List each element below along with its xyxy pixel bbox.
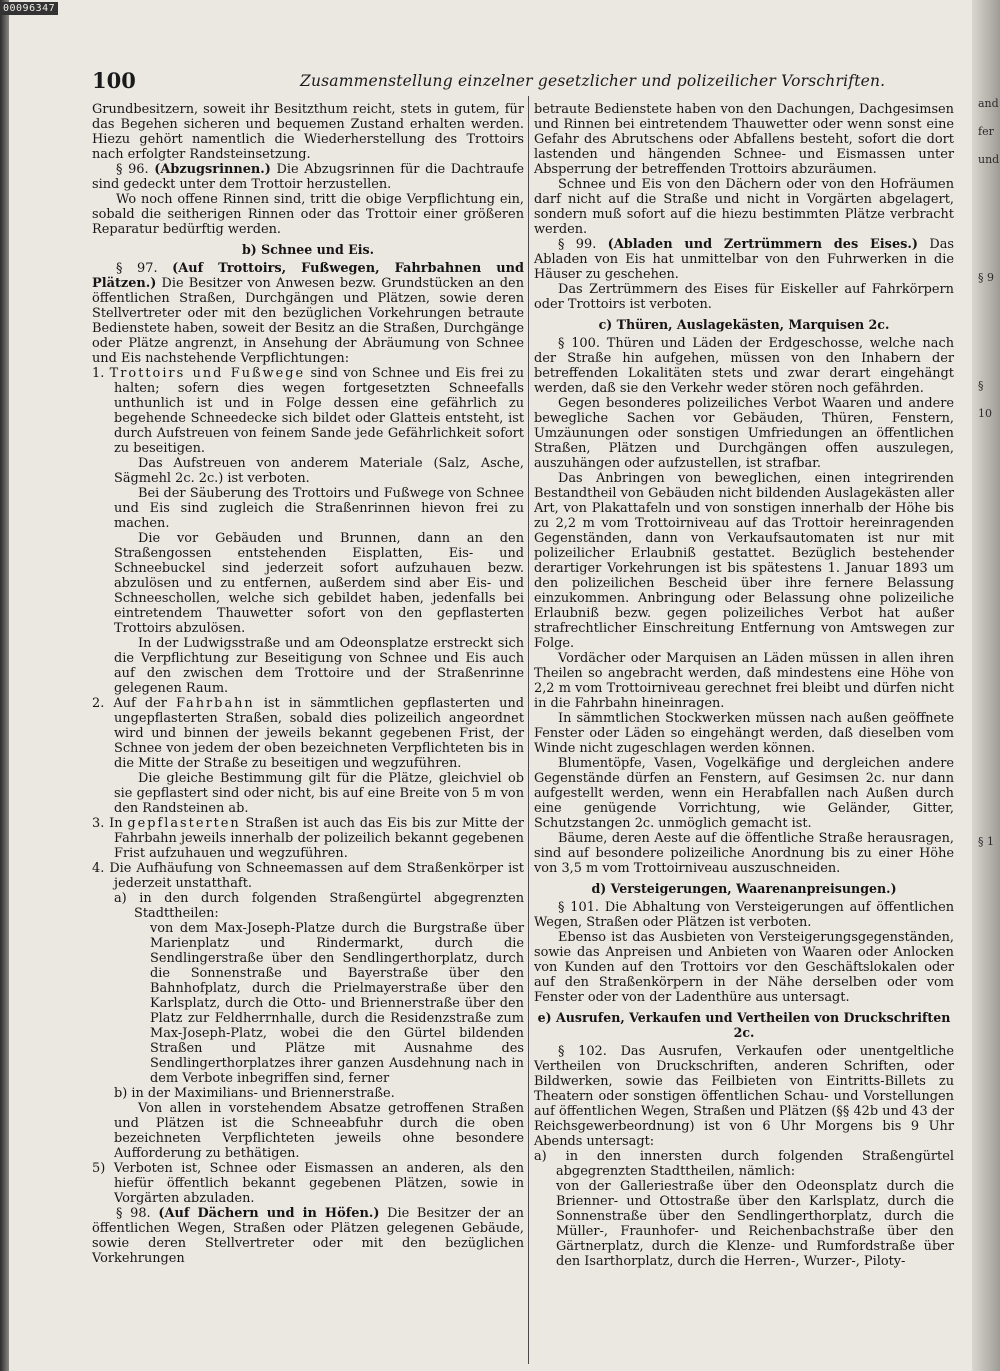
- sub-item: a) in den innersten durch folgenden Straßengürtel abgegrenzten Stadttheilen, nämlich:: [534, 1149, 954, 1179]
- spaced-term: Fahrbahn: [175, 696, 255, 711]
- paragraph: In sämmtlichen Stockwerken müssen nach außen geöffnete Fenster oder Läden so eingehängt werden, daß dieselben vom Winde nicht zugeschlagen werden können.: [534, 711, 954, 756]
- section-text: Die Besitzer von Anwesen bezw. Grundstücken an den öffentlichen Straßen, Durchgängen und Plätzen, sowie deren Stellvertreter oder mit den bezüglichen Vorkehrungen betraute Bedienstete haben, soweit der Besitz an die Straßen, Durchgänge oder Plätze angrenzt, in Ansehung der Abräumung von Schnee und Eis nachstehende Verpflichtungen:: [92, 276, 524, 366]
- sub-item: a) in den durch folgenden Straßengürtel abgegrenzten Stadttheilen:: [114, 891, 524, 921]
- paragraph: Grundbesitzern, soweit ihr Besitzthum reicht, stets in gutem, für das Begehen sicheren und bequemen Zustand erhalten werden. Hiezu gehört namentlich die Wiederherstellung des Trottoirs nach erfolgter Randsteinsetzung.: [92, 102, 524, 162]
- item-number: 5): [92, 1161, 106, 1176]
- list-item: [92, 1161, 524, 1206]
- paragraph: Das Anbringen von beweglichen, einen integrirenden Bestandtheil von Gebäuden nicht bildenden Auslagekästen aller Art, von Plakattafeln und von sonstigen innerhalb der Höhe bis zu 2,2 m vom Trottoirniveau auf das Trottoir hereinragenden Gegenständen, dann von Verkaufsautomaten ist nur mit polizeilicher Erlaubniß gestattet. Bezüglich bestehender derartiger Vorkehrungen ist bis spätestens 1. Januar 1893 um den polizeilichen Bescheid über ihre fernere Belassung einzukommen. Anbringung oder Belassung ohne polizeiliche Erlaubniß bezw. gegen polizeiliches Verbot hat außer strafrechtlicher Einschreitung Entfernung von Amtswegen zur Folge.: [534, 471, 954, 651]
- section-title: (Abladen und Zertrümmern des Eises.): [607, 237, 918, 252]
- paragraph: Wo noch offene Rinnen sind, tritt die obige Verpflichtung ein, sobald die seitherigen Rinnen oder das Trottoir einer größeren Reparatur bedürftig werden.: [92, 192, 524, 237]
- column-divider: [528, 96, 529, 1364]
- section-number: § 96.: [116, 162, 149, 177]
- paragraph: Das Aufstreuen von anderem Materiale (Salz, Asche, Sägmehl 2c. 2c.) ist verboten.: [114, 456, 524, 486]
- paragraph: Ebenso ist das Ausbieten von Versteigerungsgegenständen, sowie das Anpreisen und Anbieten von Waaren oder Anlocken von Kunden auf den Trottoirs vor den Geschäftslokalen oder auf den Straßenkörpern in der Nähe derselben oder vom Fenster oder von der Ladenthüre aus untersagt.: [534, 930, 954, 1005]
- facing-page-margin-text: [978, 90, 998, 856]
- list-item: [92, 816, 524, 861]
- margin-fragment: und: [978, 153, 1000, 166]
- spaced-term: gepflasterten: [127, 816, 241, 831]
- margin-fragment: § 9: [978, 271, 994, 284]
- subsection-heading: c) Thüren, Auslagekästen, Marquisen 2c.: [598, 317, 890, 332]
- section-number: § 98.: [116, 1206, 151, 1221]
- paragraph: Bei der Säuberung des Trottoirs und Fußwege von Schnee und Eis sind zugleich die Straßenrinnen hievon frei zu machen.: [114, 486, 524, 531]
- paragraph: Gegen besonderes polizeiliches Verbot Waaren und andere bewegliche Sachen vor Gebäuden, Thüren, Fenstern, Umzäunungen oder sonstigen Umfriedungen an öffentlichen Straßen, Plätzen und Durchgängen offen auszulegen, auszuhängen oder aufzustellen, ist strafbar.: [534, 396, 954, 471]
- section-title: (Auf Trottoirs, Fußwegen, Fahrbahnen und Plätzen.): [92, 261, 524, 291]
- paragraph: betraute Bedienstete haben von den Dachungen, Dachgesimsen und Rinnen bei eintretendem Thauwetter oder wenn sonst eine Gefahr des Abrutschens oder Abfallens besteht, sofort die dort lastenden und hängenden Schnee- und Eismassen unter Absperrung der betreffenden Trottoirs abzuräumen.: [534, 102, 954, 177]
- list-item: [92, 366, 524, 456]
- section-text: Die Abhaltung von Versteigerungen auf öffentlichen Wegen, Straßen oder Plätzen ist verboten.: [534, 900, 955, 930]
- margin-fragment: § 10: [978, 379, 992, 420]
- section-number: § 97.: [116, 261, 158, 276]
- section-text: Die Besitzer der an öffentlichen Wegen, Straßen oder Plätzen gelegenen Gebäude, sowie deren Stellvertreter oder mit den bezüglichen Vorkehrungen: [92, 1206, 524, 1266]
- paragraph: Die gleiche Bestimmung gilt für die Plätze, gleichviel ob sie gepflastert sind oder nicht, bis auf eine Breite von 5 m von den Randsteinen ab.: [114, 771, 524, 816]
- page-header: [92, 68, 960, 94]
- section-text: Die Abzugsrinnen für die Dachtraufe sind gedeckt unter dem Trottoir herzustellen.: [92, 162, 524, 192]
- paragraph: Schnee und Eis von den Dächern oder von den Hofräumen darf nicht auf die Straße und nicht in Vorgärten abgelagert, sondern muß sofort auf die hiezu bestimmten Plätze verbracht werden.: [534, 177, 954, 237]
- item-text: In: [109, 816, 123, 831]
- spaced-term: Trottoirs und Fußwege: [109, 366, 306, 381]
- section-96: [92, 162, 524, 192]
- section-number: § 101.: [558, 900, 599, 915]
- scan-id-label: 00096347: [0, 2, 58, 15]
- item-text: sind von Schnee und Eis frei zu halten; sofern dies wegen fortgesetzten Schneefalls unthunlich ist und in Folge dessen eine gefährlich zu begehende Schneedecke sich bildet oder Glatteis entsteht, ist durch Aufstreuen von feinem Sande jede Gefährlichkeit sofort zu beseitigen.: [114, 366, 524, 456]
- item-text: Die Aufhäufung von Schneemassen auf dem Straßenkörper ist jederzeit unstatthaft.: [109, 861, 524, 891]
- street-belt-description: von dem Max-Joseph-Platze durch die Burgstraße über Marienplatz und Rindermarkt, durch die Sendlingerstraße über den Sendlingerthorplatz, durch die Sonnenstraße und Bayerstraße über den Bahnhofplatz, durch die Prielmayerstraße über den Karlsplatz, durch die Otto- und Briennerstraße über den Platz zur Feldherrnhalle, durch die Residenzstraße zum Max-Joseph-Platz, wobei die den Gürtel bildenden Straßen und Plätze mit Ausnahme des Sendlingerthorplatzes ihrer ganzen Ausdehnung nach in dem Verbote inbegriffen sind, ferner: [150, 921, 524, 1086]
- item-text: Verboten ist, Schnee oder Eismassen an anderen, als den hiefür öffentlich bekannt gegebenen Plätzen, sowie in Vorgärten abzuladen.: [113, 1161, 524, 1206]
- paragraph: In der Ludwigsstraße und am Odeonsplatze erstreckt sich die Verpflichtung zur Beseitigung von Schnee und Eis auch auf den zwischen dem Trottoire und der Straßenrinne gelegenen Raum.: [114, 636, 524, 696]
- paragraph: Das Zertrümmern des Eises für Eiskeller auf Fahrkörpern oder Trottoirs ist verboten.: [534, 282, 954, 312]
- sub-item: b) in der Maximilians- und Briennerstraße.: [114, 1086, 395, 1101]
- paragraph: Von allen in vorstehendem Absatze getroffenen Straßen und Plätzen ist die Schneeabfuhr durch die oben bezeichneten Verpflichteten jeweils ohne besondere Aufforderung zu bethätigen.: [114, 1101, 524, 1161]
- paragraph: Die vor Gebäuden und Brunnen, dann an den Straßengossen entstehenden Eisplatten, Eis- und Schneebuckel sind jederzeit sofort aufzuhauen bezw. abzulösen und zu entfernen, außerdem sind aber Eis- und Schneeschollen, welche sich gebildet haben, jedenfalls bei eintretendem Thauwetter sofort von den gepflasterten Trottoirs abzulösen.: [114, 531, 524, 636]
- section-text: Das Abladen von Eis hat unmittelbar von den Fuhrwerken in die Häuser zu geschehen.: [534, 237, 954, 282]
- item-text: Straßen ist auch das Eis bis zur Mitte der Fahrbahn jeweils innerhalb der polizeilich bekannt gegebenen Frist aufzuhauen und wegzuführen.: [114, 816, 524, 861]
- section-title: (Auf Dächern und in Höfen.): [158, 1206, 380, 1221]
- section-101: [534, 900, 954, 930]
- section-text: Das Ausrufen, Verkaufen oder unentgeltliche Vertheilen von Druckschriften, anderen Schriften, oder Bildwerken, sowie das Feilbieten von Eintritts-Billets zu Theatern oder sonstigen öffentlichen Schau- und Vorstellungen auf öffentlichen Wegen, Straßen und Plätzen (§§ 42b und 43 der Reichsgewerbeordnung) ist von 6 Uhr Morgens bis 9 Uhr Abends untersagt:: [534, 1044, 954, 1149]
- section-98: [92, 1206, 524, 1266]
- paragraph: Blumentöpfe, Vasen, Vogelkäfige und dergleichen andere Gegenstände dürfen an Fenstern, auf Gesimsen 2c. nur dann aufgestellt werden, wenn ein Herabfallen nach Außen durch eine genügende Vorrichtung, wie Geländer, Gitter, Schutzstangen 2c. unmöglich gemacht ist.: [534, 756, 954, 831]
- margin-fragment: fer: [978, 125, 994, 138]
- section-100: [534, 336, 954, 396]
- margin-fragment: and: [978, 97, 999, 110]
- running-title: Zusammenstellung einzelner gesetzlicher und polizeilicher Vorschriften.: [300, 72, 886, 90]
- section-number: § 100.: [558, 336, 600, 351]
- subsection-heading: e) Ausrufen, Verkaufen und Vertheilen von Druckschriften 2c.: [537, 1010, 951, 1040]
- paragraph: Vordächer oder Marquisen an Läden müssen in allen ihren Theilen so angebracht werden, daß mindestens eine Höhe von 2,2 m vom Trottoirniveau gerechnet frei bleibt und dürfen nicht in die Fahrbahn hineinragen.: [534, 651, 954, 711]
- section-number: § 99.: [558, 237, 597, 252]
- section-text: Thüren und Läden der Erdgeschosse, welche nach der Straße hin aufgehen, müssen von den Inhabern der betreffenden Lokalitäten stets und zwar derart eingehängt werden, daß sie den Verkehr weder stören noch gefährden.: [534, 336, 954, 396]
- item-text: ist in sämmtlichen gepflasterten und ungepflasterten Straßen, sobald dies polizeilich angeordnet wird und binnen der jeweils bekannt gegebenen Frist, der Schnee von jedem der oben bezeichneten Verpflichteten bis in die Mitte der Straße zu beseitigen und wegzuführen.: [114, 696, 525, 771]
- list-item: [92, 861, 524, 891]
- item-number: 3.: [92, 816, 105, 831]
- street-belt-description: von der Galleriestraße über den Odeonsplatz durch die Brienner- und Ottostraße über den Karlsplatz, durch die Sonnenstraße über den Sendlingerthorplatz, durch die Müller-, Fraunhofer- und Reichenbachstraße über den Gärtnerplatz, durch die Klenze- und Rumfordstraße über den Isarthorplatz, durch die Herren-, Wurzer-, Piloty-: [556, 1179, 954, 1269]
- item-number: 4.: [92, 861, 105, 876]
- page-number: 100: [92, 68, 136, 93]
- section-97: [92, 261, 524, 366]
- section-99: [534, 237, 954, 282]
- left-column: [92, 102, 524, 1266]
- section-number: § 102.: [558, 1044, 607, 1059]
- margin-fragment: § 1: [978, 835, 994, 848]
- item-number: 1.: [92, 366, 105, 381]
- item-number: 2.: [92, 696, 105, 711]
- item-text: Auf der: [113, 696, 167, 711]
- book-gutter: [0, 0, 9, 1371]
- section-102: [534, 1044, 954, 1149]
- subsection-heading: b) Schnee und Eis.: [242, 242, 374, 257]
- list-item: [92, 696, 524, 771]
- right-column: [534, 102, 954, 1269]
- section-title: (Abzugsrinnen.): [154, 162, 271, 177]
- paragraph: Bäume, deren Aeste auf die öffentliche Straße herausragen, sind auf besondere polizeiliche Anordnung bis zu einer Höhe von 3,5 m vom Trottoirniveau auszuschneiden.: [534, 831, 954, 876]
- subsection-heading: d) Versteigerungen, Waarenanpreisungen.): [591, 881, 897, 896]
